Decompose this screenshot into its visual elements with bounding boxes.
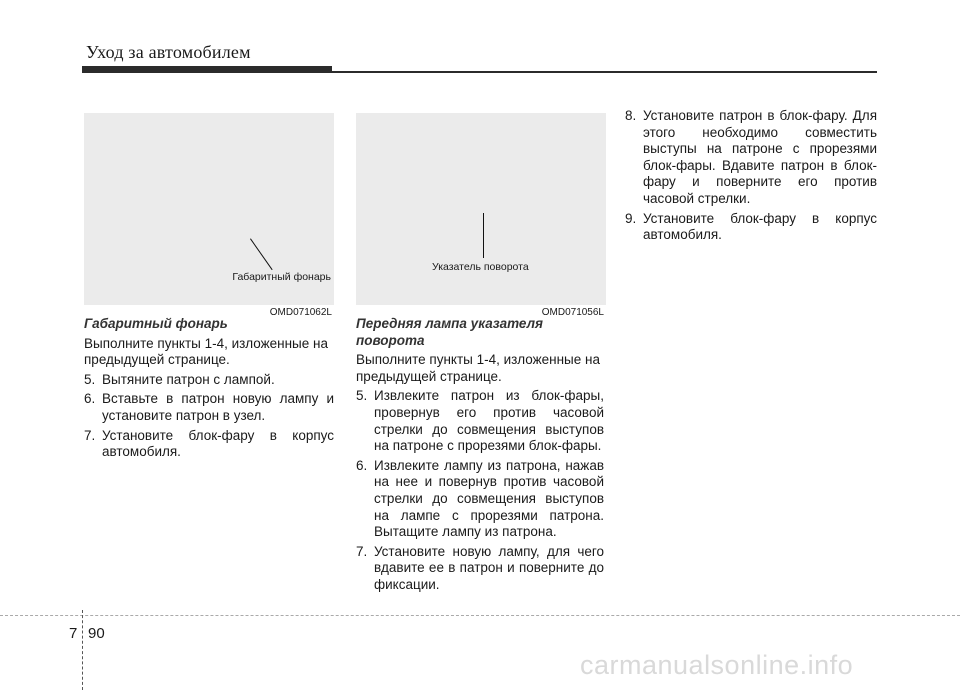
callout-line (250, 238, 273, 270)
intro-text: Выполните пункты 1-4, изложенные на предыдущей странице. (356, 352, 600, 384)
figure-label: Указатель поворота (432, 261, 529, 273)
intro-text: Выполните пункты 1-4, изложенные на предыдущей странице. (84, 335, 328, 368)
page-header-title: Уход за автомобилем (86, 42, 251, 62)
header-rule-thin (332, 71, 877, 73)
list-item: 5. Извлеките патрон из блок-фары, провернув его против часовой стрелки до совмещения выступов на патроне с прорезями блок-фары. (356, 388, 604, 454)
list-item: 6. Вставьте в патрон новую лампу и установите патрон в узел. (84, 391, 334, 423)
column-turn-signal (356, 316, 604, 597)
list-item: 9. Установите блок-фару в корпус автомобиля. (625, 210, 877, 243)
chapter-number: 7 (69, 625, 78, 642)
column-continued-steps (625, 108, 877, 247)
header-rule-thick (82, 66, 332, 73)
figure-turn-signal (356, 113, 606, 318)
list-item: 8. Установите патрон в блок-фару. Для этого необходимо совместить выступы на патроне с прорезями блок-фары. Вдавите патрон в блок-фару и поверните его против часовой стрелки. (625, 108, 877, 206)
footer-dashed-divider (82, 610, 83, 690)
callout-line (483, 213, 484, 258)
figure-code: OMD071056L (541, 307, 604, 318)
watermark: carmanualsonline.info (580, 650, 854, 680)
list-item: 7. Установите новую лампу, для чего вдавите ее в патрон и поверните до фиксации. (356, 543, 604, 592)
column-side-marker (84, 316, 334, 464)
list-item: 7. Установите блок-фару в корпус автомобиля. (84, 427, 334, 460)
page-number: 90 (88, 625, 105, 642)
list-item: 6. Извлеките лампу из патрона, нажав на нее и повернув против часовой стрелки до совмещения выступов на лампе с прорезями патрона. Вытащите лампу из патрона. (356, 457, 604, 540)
figure-label: Габаритный фонарь (232, 271, 331, 283)
figure-side-marker (84, 113, 334, 318)
figure-code: OMD071062L (269, 307, 332, 318)
section-heading: Габаритный фонарь (84, 316, 228, 331)
section-heading: Передняя лампа указателя поворота (356, 316, 543, 348)
list-item: 5. Вытяните патрон с лампой. (84, 371, 275, 387)
footer-dashed-rule (0, 615, 960, 616)
